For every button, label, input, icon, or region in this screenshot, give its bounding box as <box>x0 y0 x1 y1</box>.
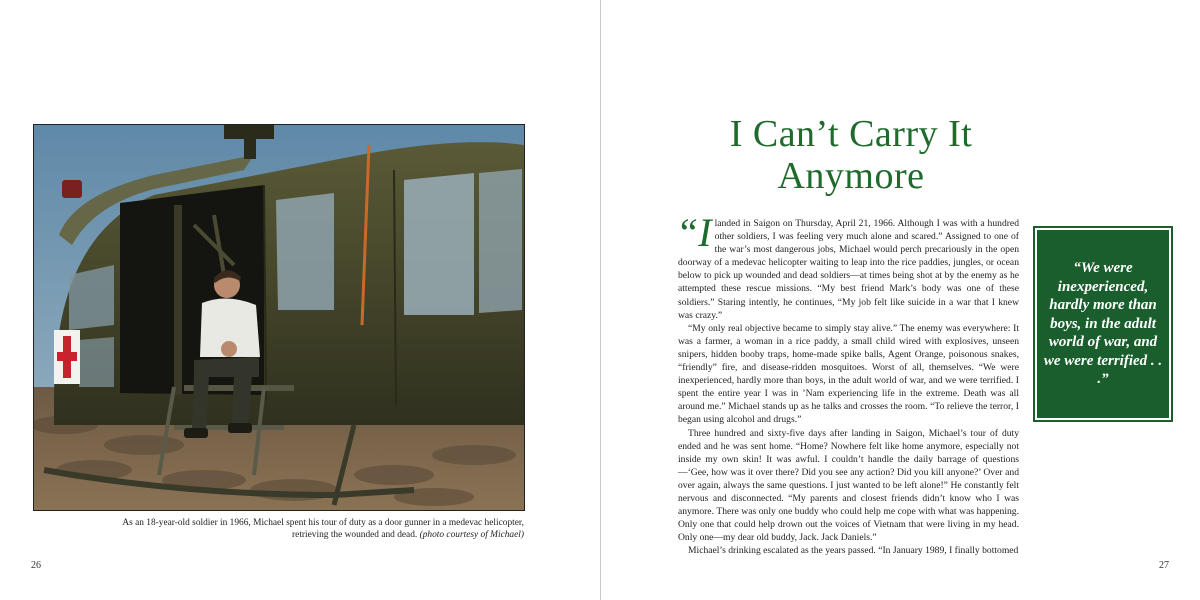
pull-quote-text: “We were inexperienced, hardly more than boys, in the adult world of war, and we were terrified . . .” <box>1043 260 1163 388</box>
pull-quote-box <box>1033 226 1173 422</box>
drop-cap: “I <box>676 210 712 255</box>
chapter-title <box>701 113 1001 197</box>
helicopter-photo <box>33 124 525 511</box>
body-paragraph: Three hundred and sixty-five days after landing in Saigon, Michael’s tour of duty ended and he was sent home. “Home? Nowhere felt like home anymore, especially not inside my own skin! It was awful. I couldn’t handle the daily barrage of questions—‘Gee, how was it over there? Did you see any action? Did you kill anyone?’ Over and over again, always the same questions. I just wanted to be left alone!” He constantly felt nervous and disconnected. “My parents and closest friends didn’t know who I was anymore. There was only one buddy who could help me cope with what was happening. Only one that could help drown out the voices of Vietnam that were living in my head. Only one—my dear old buddy, Jack. Jack Daniels.” <box>678 427 1019 544</box>
page-number-left: 26 <box>31 560 41 571</box>
helicopter-photo-illustration <box>34 125 524 510</box>
caption-credit: (photo courtesy of Michael) <box>419 529 524 540</box>
right-page <box>601 0 1200 600</box>
chapter-body <box>676 210 1019 557</box>
page-number-right: 27 <box>1159 560 1169 571</box>
body-paragraph: “My only real objective became to simply stay alive.” The enemy was everywhere: It was a farmer, a woman in a rice paddy, a small child wired with explosives, unseen snipers, hidden booby traps, home-made spike balls, Agent Orange, poisonous snakes, “friendly” fire, and disease-ridden mosquitoes. Worst of all, themselves. “We were inexperienced, hardly more than boys, in the adult world of war, and we were terrified. I spent the entire year I was in ’Nam experiencing life in the extreme. Death was all around me.” Michael stands up as he talks and crosses the room. “To relieve the terror, I began using alcohol and drugs.” <box>678 322 1019 426</box>
caption-text: As an 18-year-old soldier in 1966, Michael spent his tour of duty as a door gunner in a medevac helicopter, retrieving the wounded and dead. <box>122 518 524 540</box>
body-paragraph <box>676 210 1019 322</box>
chapter-title-line-2: Anymore <box>777 155 925 197</box>
body-paragraph: Michael’s drinking escalated as the years passed. “In January 1989, I finally bottomed <box>688 545 1019 557</box>
body-paragraph-text: landed in Saigon on Thursday, April 21, 1966. Although I was with a hundred other soldiers, I was feeling very much alone and scared.” Assigned to one of the war’s most dangerous jobs, Michael would perch precariously in the open doorway of a medevac helicopter waiting to leap into the rice paddies, jungles, or ocean below to pick up wounded and dead soldiers—at times being shot at by the enemy as he attempted these rescue missions. “My best friend Mark’s body was one of these soldiers.” Staring intently, he continues, “My job felt like suicide in a war that I knew was crazy.” <box>678 218 1019 321</box>
chapter-title-line-1: I Can’t Carry It <box>729 113 973 155</box>
photo-caption <box>120 518 524 541</box>
